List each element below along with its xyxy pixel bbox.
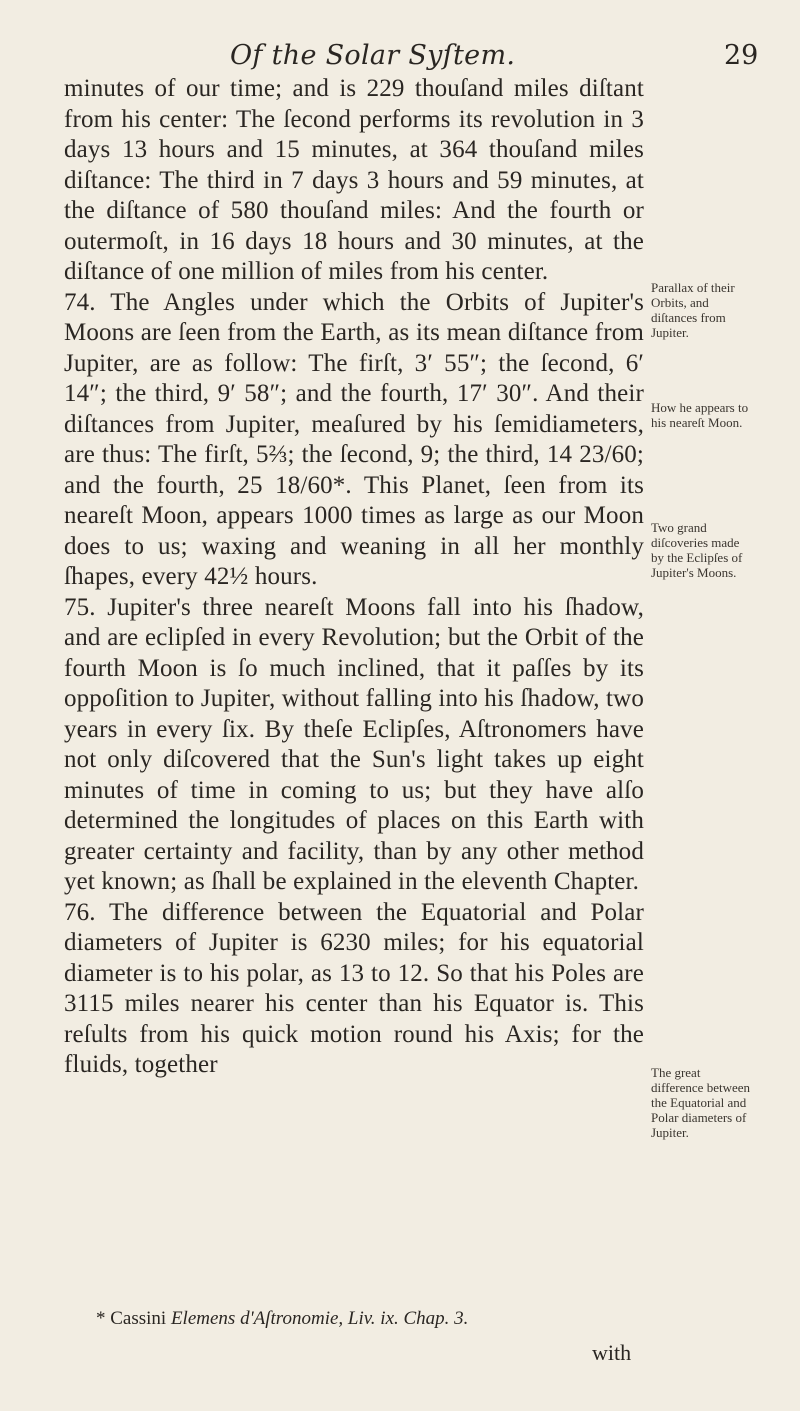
margin-note-diameters: The great difference between the Equatorial and Polar diameters of Jupiter. (651, 1065, 751, 1140)
main-text (64, 74, 644, 1081)
paragraph-73-continued: minutes of our time; and is 229 thouſand miles diſtant from his center: The ſecond performs its revolution in 3 days 13 hours and 15 minutes, at 364 thouſand miles diſtance: The third in 7 days 3 hours and 59 minutes, at the diſtance of 580 thouſand miles: And the fourth or outermoſt, in 16 days 18 hours and 30 minutes, at the diſtance of one million of miles from his center. (64, 75, 644, 285)
page-number: 29 (724, 40, 759, 71)
footnote-author: * Cassini (96, 1308, 167, 1329)
paragraph-74: 74. The Angles under which the Orbits of Jupiter's Moons are ſeen from the Earth, as its mean diſtance from Jupiter, are as follow: The firſt, 3′ 55″; the ſecond, 6′ 14″; the third, 9′ 58″; and the fourth, 17′ 30″. And their diſtances from Jupiter, meaſured by his ſemidiameters, are thus: The firſt, 5⅔; the ſecond, 9; the third, 14 23/60; and the fourth, 25 18/60*. This Planet, ſeen from its neareſt Moon, appears 1000 times as large as our Moon does to us; waxing and weaning in all her monthly ſhapes, every 42½ hours. (64, 288, 644, 590)
paragraph-76: 76. The difference between the Equatorial and Polar diameters of Jupiter is 6230 miles; for his equatorial diameter is to his polar, as 13 to 12. So that his Poles are 3115 miles nearer his center than his Equator is. This reſults from his quick motion round his Axis; for the fluids, together (64, 898, 644, 1078)
margin-note-eclipses: Two grand diſcoveries made by the Eclipſes of Jupiter's Moons. (651, 520, 743, 580)
catchword: with (592, 1340, 632, 1365)
footnote (96, 1308, 656, 1330)
paragraph-75: 75. Jupiter's three neareſt Moons fall into his ſhadow, and are eclipſed in every Revolution; but the Orbit of the fourth Moon is ſo much inclined, that it paſſes by its oppoſition to Jupiter, without falling into his ſhadow, two years in every ſix. By theſe Eclipſes, Aſtronomers have not only diſcovered that the Sun's light takes up eight minutes of time in coming to us; but they have alſo determined the longitudes of places on this Earth with greater certainty and facility, than by any other method yet known; as ſhall be explained in the eleventh Chapter. (64, 593, 644, 895)
footnote-reference: Elemens d'Aſtronomie, Liv. ix. Chap. 3. (170, 1308, 469, 1329)
margin-note-parallax: Parallax of their Orbits, and diſtances from Jupiter. (651, 280, 735, 340)
running-title: Of the Solar Syſtem. (230, 40, 516, 71)
margin-note-nearest-moon: How he appears to his neareſt Moon. (651, 400, 749, 430)
